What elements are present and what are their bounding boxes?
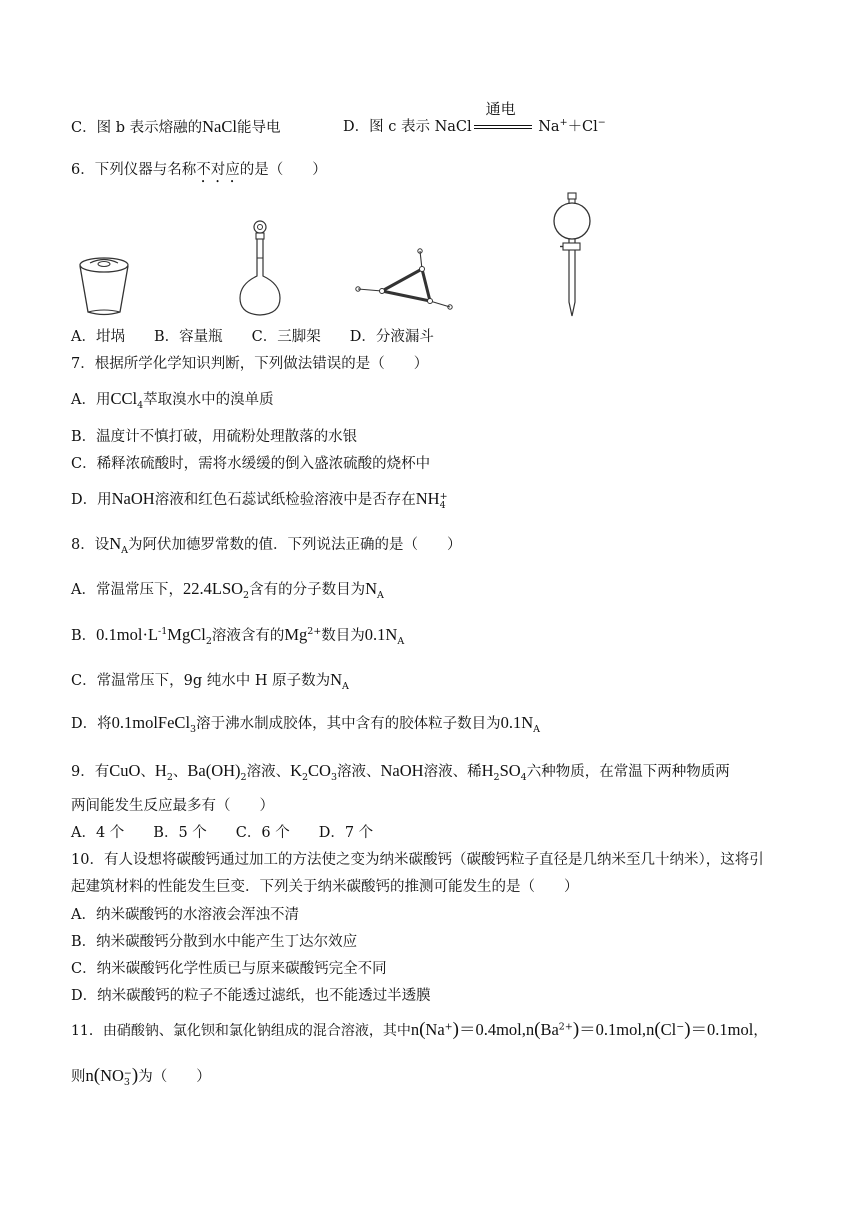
q6-options: A．坩埚 B．容量瓶 C．三脚架 D．分液漏斗 xyxy=(71,329,434,345)
q8-stem: 8．设$N_A$为阿伏加德罗常数的值．下列说法正确的是（ ） xyxy=(71,534,462,556)
q7-option-a: A．用CCl$_4$萃取溴水中的溴单质 xyxy=(71,389,274,411)
q8-option-b: B．$0.1mol\cdot L^{-1}MgCl_2$溶液含有的$Mg^{2+}$数目为$0.1N_A$ xyxy=(71,625,405,647)
q8-option-a: A．常温常压下，$22.4LSO_2$含有的分子数目为$N_A$ xyxy=(71,579,384,601)
q10-option-d: D．纳米碳酸钙的粒子不能透过滤纸，也不能透过半透膜 xyxy=(71,988,431,1004)
q10-stem-line2: 起建筑材料的性能发生巨变．下列关于纳米碳酸钙的推测可能发生的是（ ） xyxy=(71,879,579,895)
q7-stem: 7．根据所学化学知识判断，下列做法错误的是（ ） xyxy=(71,356,429,372)
separatory-funnel-icon xyxy=(550,190,594,320)
clay-triangle-icon xyxy=(352,245,460,311)
q10-stem-line1: 10．有人设想将碳酸钙通过加工的方法使之变为纳米碳酸钙（碳酸钙粒子直径是几纳米至几十纳米），这将引 xyxy=(71,852,764,868)
q7-option-d: D．用NaOH溶液和红色石蕊试纸检验溶液中是否存在NH + 4 xyxy=(71,489,448,511)
q10-option-c: C．纳米碳酸钙化学性质已与原来碳酸钙完全不同 xyxy=(71,961,387,977)
q11-stem-line1: 11．由硝酸钠、氯化钡和氯化钠组成的混合溶液，其中$n(Na^+)=0.4mol,n(Ba^{2+})=0.1mol,n(Cl^-)=0.1mol$， xyxy=(71,1019,768,1040)
q10-option-a: A．纳米碳酸钙的水溶液会浑浊不清 xyxy=(71,907,299,923)
electrolysis-arrow: 通电 xyxy=(472,117,534,137)
volumetric-flask-icon xyxy=(236,218,286,318)
crucible-icon xyxy=(76,255,136,317)
q7-option-c: C．稀释浓硫酸时，需将水缓缓的倒入盛浓硫酸的烧杯中 xyxy=(71,456,431,472)
q9-options: A．4 个 B．5 个 C．6 个 D．7 个 xyxy=(71,825,374,841)
q6-stem: 6．下列仪器与名称不对应的是（ ） xyxy=(71,162,327,178)
q10-option-b: B．纳米碳酸钙分散到水中能产生丁达尔效应 xyxy=(71,934,358,950)
q8-option-c: C．常温常压下，9g 纯水中 H 原子数为$N_A$ xyxy=(71,670,349,692)
q7-option-b: B．温度计不慎打破，用硫粉处理散落的水银 xyxy=(71,429,358,445)
q11-stem-line2: 则n(NO − 3 )为（ ） xyxy=(71,1065,211,1088)
q5-option-d: D．图 c 表示 NaCl 通电 Na+＋Cl− xyxy=(343,100,606,135)
q5-option-c: C．图 b 表示熔融的NaCl能导电 xyxy=(71,117,281,136)
q9-stem-line2: 两间能发生反应最多有（ ） xyxy=(71,798,274,814)
q8-option-d: D．将0.1molFeCl$_3$溶于沸水制成胶体，其中含有的胶体粒子数目为$0.1N_A$ xyxy=(71,713,540,735)
q9-stem-line1: 9．有CuO、$H_2$、$Ba(OH)_2$溶液、$K_2CO_3$溶液、NaOH溶液、稀$H_2SO_4$六种物质，在常温下两种物质两 xyxy=(71,761,730,783)
